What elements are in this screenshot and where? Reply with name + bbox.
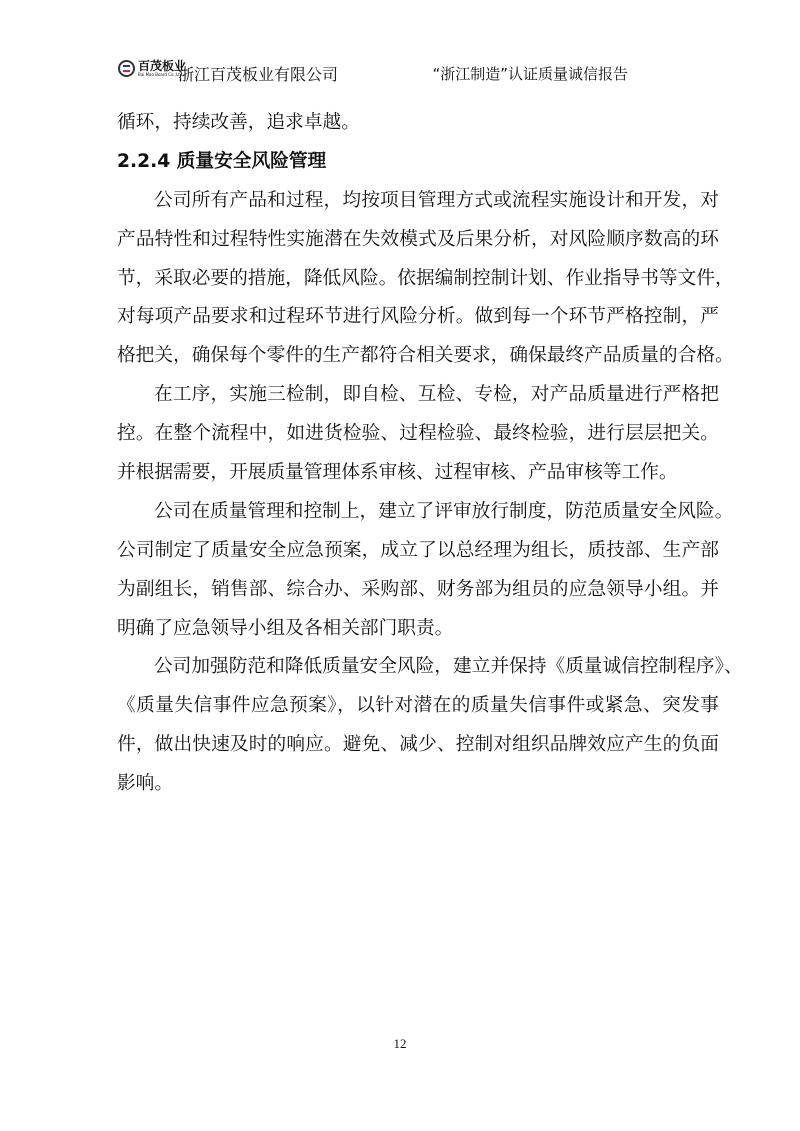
text-line: 控。在整个流程中，如进货检验、过程检验、最终检验，进行层层把关。 <box>117 423 719 445</box>
text-line: 为副组长，销售部、综合办、采购部、财务部为组员的应急领导小组。并 <box>117 578 719 600</box>
text-line: 明确了应急领导小组及各相关部门职责。 <box>117 617 454 639</box>
text-line: 节，采取必要的措施，降低风险。依据编制控制计划、作业指导书等文件， <box>117 267 734 289</box>
text-line: 格把关，确保每个零件的生产都符合相关要求，确保最终产品质量的合格。 <box>117 345 734 367</box>
text-line: 公司所有产品和过程，均按项目管理方式或流程实施设计和开发，对 <box>154 189 719 211</box>
text-line: 对每项产品要求和过程环节进行风险分析。做到每一个环节严格控制，严 <box>117 306 719 328</box>
text-line: 件，做出快速及时的响应。避免、减少、控制对组织品牌效应产生的负面 <box>117 734 719 756</box>
logo-subtext: Bai Mao Board Co.,Ltd. <box>138 72 184 77</box>
page-number: 12 <box>393 1036 407 1051</box>
logo-emblem-icon <box>118 60 135 77</box>
logo-text: 百茂板业 <box>138 59 187 73</box>
text-line: 并根据需要，开展质量管理体系审核、过程审核、产品审核等工作。 <box>117 462 678 484</box>
company-logo <box>118 60 186 77</box>
text-line: 公司加强防范和降低质量安全风险，建立并保持《质量诚信控制程序》、 <box>154 656 743 678</box>
page-header <box>118 58 628 88</box>
report-title: “浙江制造”认证质量诚信报告 <box>432 65 628 83</box>
text-line: 公司在质量管理和控制上，建立了评审放行制度，防范质量安全风险。 <box>154 500 734 522</box>
text-line: 产品特性和过程特性实施潜在失效模式及后果分析，对风险顺序数高的环 <box>117 228 719 250</box>
text-line: 在工序，实施三检制，即自检、互检、专检，对产品质量进行严格把 <box>154 384 719 406</box>
text-line: 公司制定了质量安全应急预案，成立了以总经理为组长，质技部、生产部 <box>117 539 719 561</box>
document-body <box>117 104 743 804</box>
text-line: 循环，持续改善，追求卓越。 <box>117 112 360 133</box>
text-line: 影响。 <box>117 773 174 795</box>
text-line: 《质量失信事件应急预案》，以针对潜在的质量失信事件或紧急、突发事 <box>117 695 719 717</box>
section-heading: 2.2.4 质量安全风险管理 <box>117 150 327 172</box>
company-name: 浙江百茂板业有限公司 <box>178 65 339 84</box>
